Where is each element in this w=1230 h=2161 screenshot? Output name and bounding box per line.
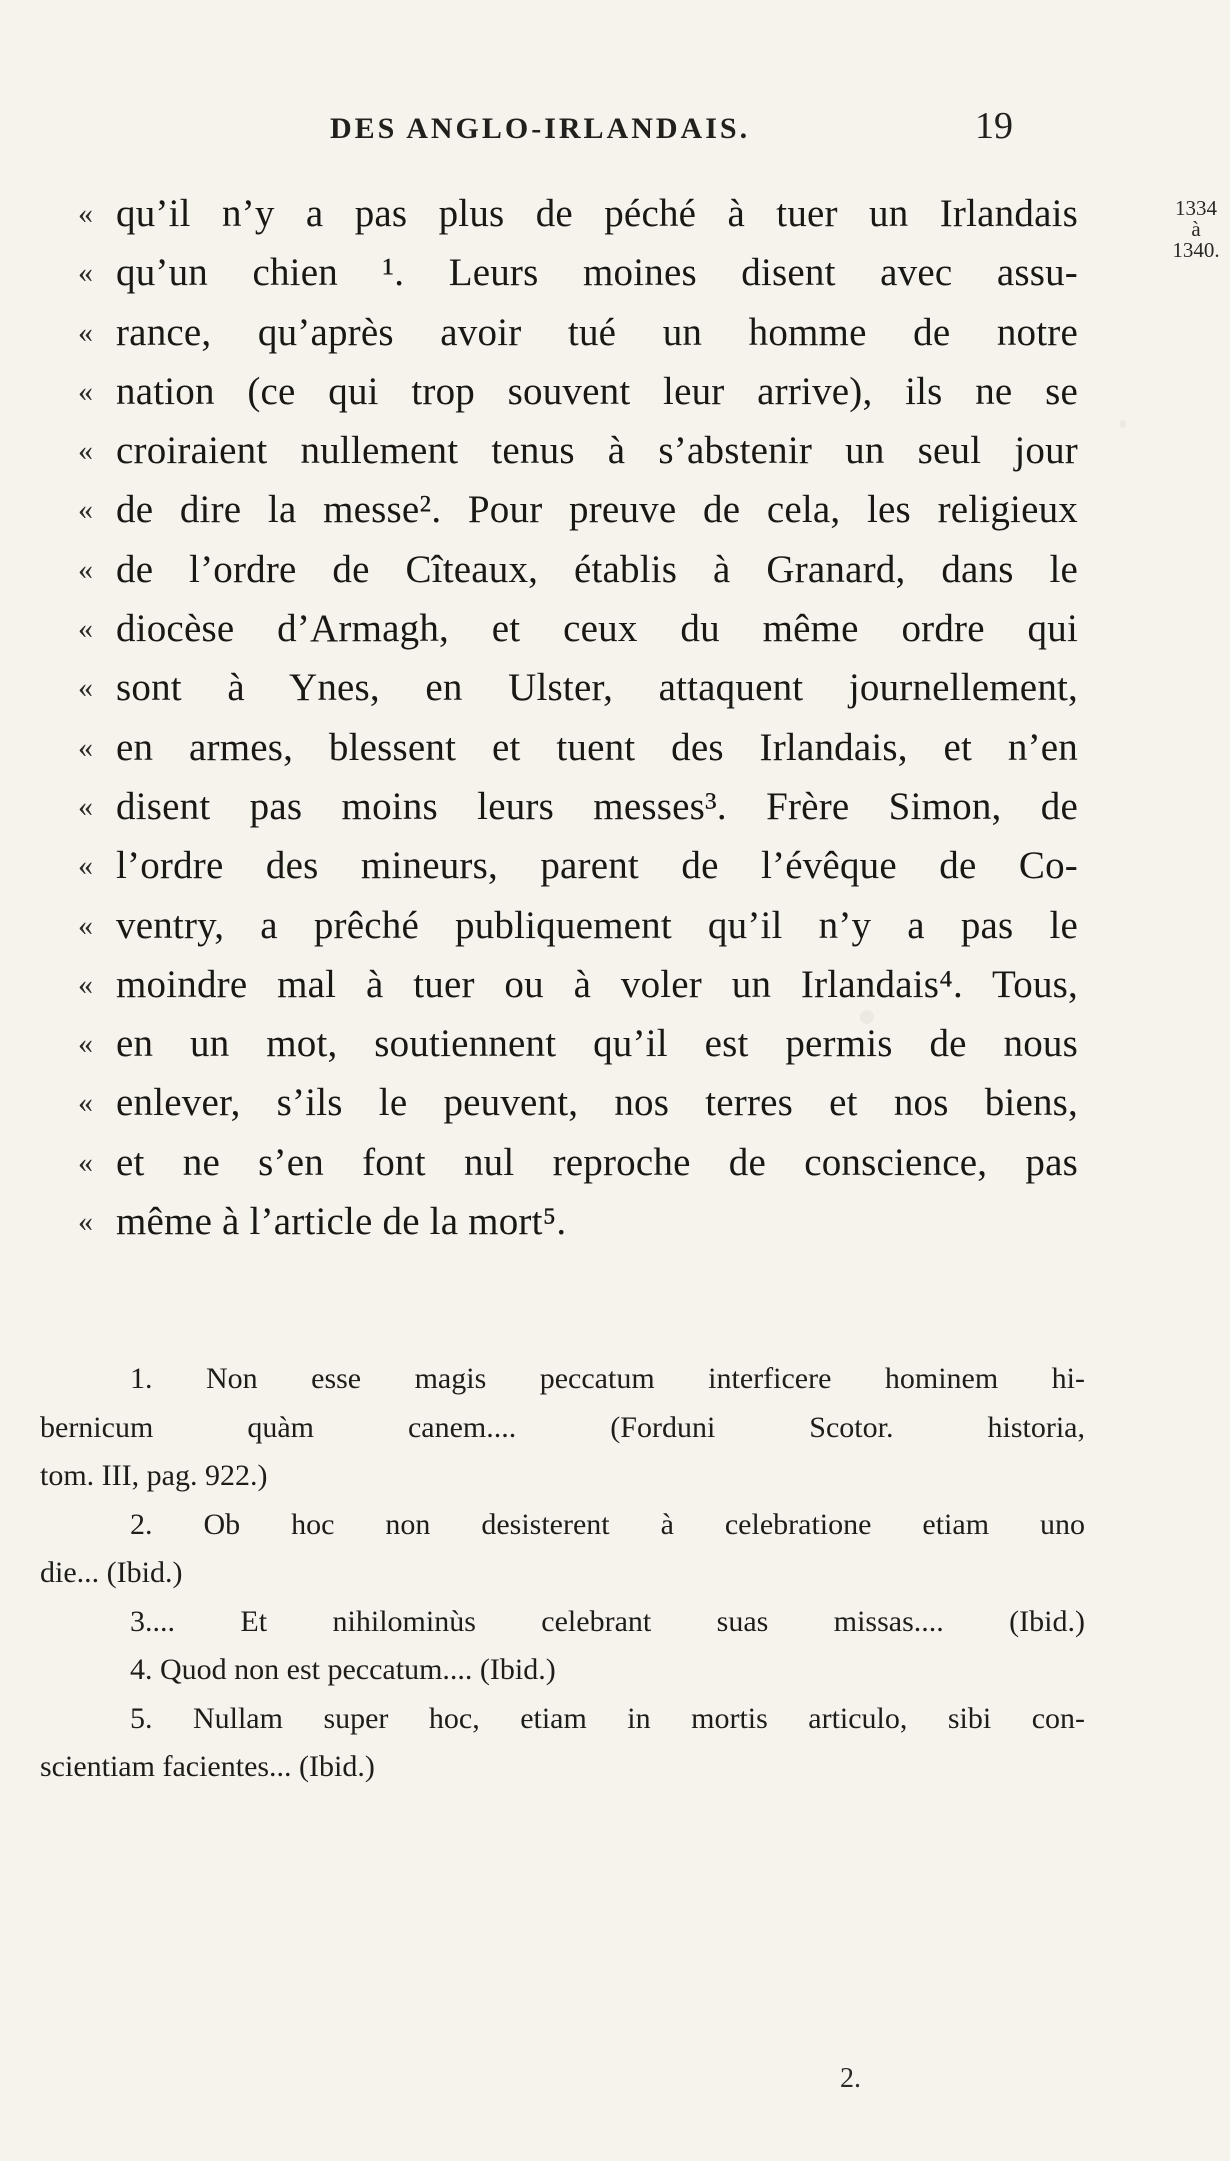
line-text: qu’un chien ¹. Leurs moines disent avec assu-: [116, 251, 1078, 295]
line-text: même à l’article de la mort⁵.: [116, 1200, 567, 1244]
paper-speck: [1120, 420, 1126, 428]
page-number: 19: [975, 105, 1013, 147]
text-line: [78, 480, 1078, 539]
line-text: de dire la messe². Pour preuve de cela, les religieux: [116, 488, 1078, 532]
quote-mark: «: [78, 849, 93, 883]
quote-mark: «: [78, 256, 93, 290]
line-text: l’ordre des mineurs, parent de l’évêque de Co-: [116, 844, 1078, 888]
footnote-line: bernicum quàm canem.... (Forduni Scotor. historia,: [40, 1410, 1085, 1444]
quote-mark: «: [78, 967, 93, 1001]
text-line: [78, 836, 1078, 895]
quote-mark: «: [78, 197, 93, 230]
text-line: [78, 184, 1078, 243]
paper-speck: [860, 1010, 874, 1024]
text-line: [78, 599, 1078, 658]
margin-date-from: 1334: [1175, 196, 1217, 220]
line-text: diocèse d’Armagh, et ceux du même ordre qui: [116, 607, 1078, 651]
quote-mark: «: [78, 612, 93, 646]
text-line: [78, 243, 1078, 302]
footnote-line: die... (Ibid.): [40, 1556, 183, 1589]
quote-mark: «: [78, 1145, 93, 1179]
line-text: nation (ce qui trop souvent leur arrive), ils ne se: [116, 369, 1078, 413]
text-line: [78, 1014, 1078, 1073]
text-line: [78, 658, 1078, 717]
line-text: disent pas moins leurs messes³. Frère Simon, de: [116, 784, 1078, 828]
quote-mark: «: [78, 1205, 93, 1239]
footnote-line: tom. III, pag. 922.): [40, 1459, 268, 1492]
line-text: qu’il n’y a pas plus de péché à tuer un Irlandais: [116, 192, 1078, 235]
line-text: en un mot, soutiennent qu’il est permis de nous: [116, 1022, 1078, 1066]
quote-mark: «: [78, 671, 93, 705]
footnote-line: 2. Ob hoc non desisterent à celebratione etiam uno: [130, 1507, 1085, 1541]
text-line: [78, 421, 1078, 480]
quote-mark: «: [78, 493, 93, 527]
text-line: [78, 777, 1078, 836]
margin-date-middle: à: [1191, 217, 1201, 241]
text-line: [78, 362, 1078, 421]
quote-mark: «: [78, 434, 93, 468]
text-line: [78, 955, 1078, 1014]
footnote-line: scientiam facientes... (Ibid.): [40, 1750, 375, 1783]
footnotes: [40, 1355, 1085, 1792]
signature-mark: 2.: [840, 2063, 861, 2094]
text-line: [78, 718, 1078, 777]
footnote-line: 4. Quod non est peccatum.... (Ibid.): [130, 1653, 556, 1686]
line-text: enlever, s’ils le peuvent, nos terres et nos biens,: [116, 1081, 1078, 1125]
text-line: [78, 1073, 1078, 1132]
text-line: [78, 1133, 1078, 1192]
line-text: rance, qu’après avoir tué un homme de notre: [116, 310, 1078, 354]
running-title: DES ANGLO-IRLANDAIS.: [330, 112, 751, 145]
text-line: [78, 540, 1078, 599]
quote-mark: «: [78, 1086, 93, 1120]
footnote-line: 1. Non esse magis peccatum interficere hominem hi-: [130, 1362, 1085, 1395]
line-text: croiraient nullement tenus à s’abstenir un seul jour: [116, 429, 1078, 473]
margin-date-note: [1163, 198, 1229, 261]
quote-mark: «: [78, 374, 93, 408]
text-line: [78, 303, 1078, 362]
margin-date-to: 1340.: [1172, 238, 1220, 262]
quote-mark: «: [78, 552, 93, 586]
line-text: de l’ordre de Cîteaux, établis à Granard, dans le: [116, 547, 1078, 591]
line-text: ventry, a prêché publiquement qu’il n’y a pas le: [116, 903, 1078, 947]
line-text: moindre mal à tuer ou à voler un Irlandais⁴. Tous,: [116, 962, 1078, 1006]
quote-mark: «: [78, 315, 93, 349]
quote-mark: «: [78, 789, 93, 823]
footnote-line: 3.... Et nihilominùs celebrant suas missas.... (Ibid.): [130, 1604, 1085, 1638]
line-text: et ne s’en font nul reproche de conscience, pas: [116, 1140, 1078, 1184]
line-text: sont à Ynes, en Ulster, attaquent journellement,: [116, 666, 1078, 710]
quote-mark: «: [78, 1027, 93, 1061]
footnote-line: 5. Nullam super hoc, etiam in mortis articulo, sibi con-: [130, 1701, 1085, 1735]
quote-mark: «: [78, 730, 93, 764]
quote-mark: «: [78, 908, 93, 942]
text-line: [78, 896, 1078, 955]
text-line: [78, 1192, 1078, 1251]
line-text: en armes, blessent et tuent des Irlandais, et n’en: [116, 725, 1078, 769]
body-text: [78, 184, 1078, 1251]
